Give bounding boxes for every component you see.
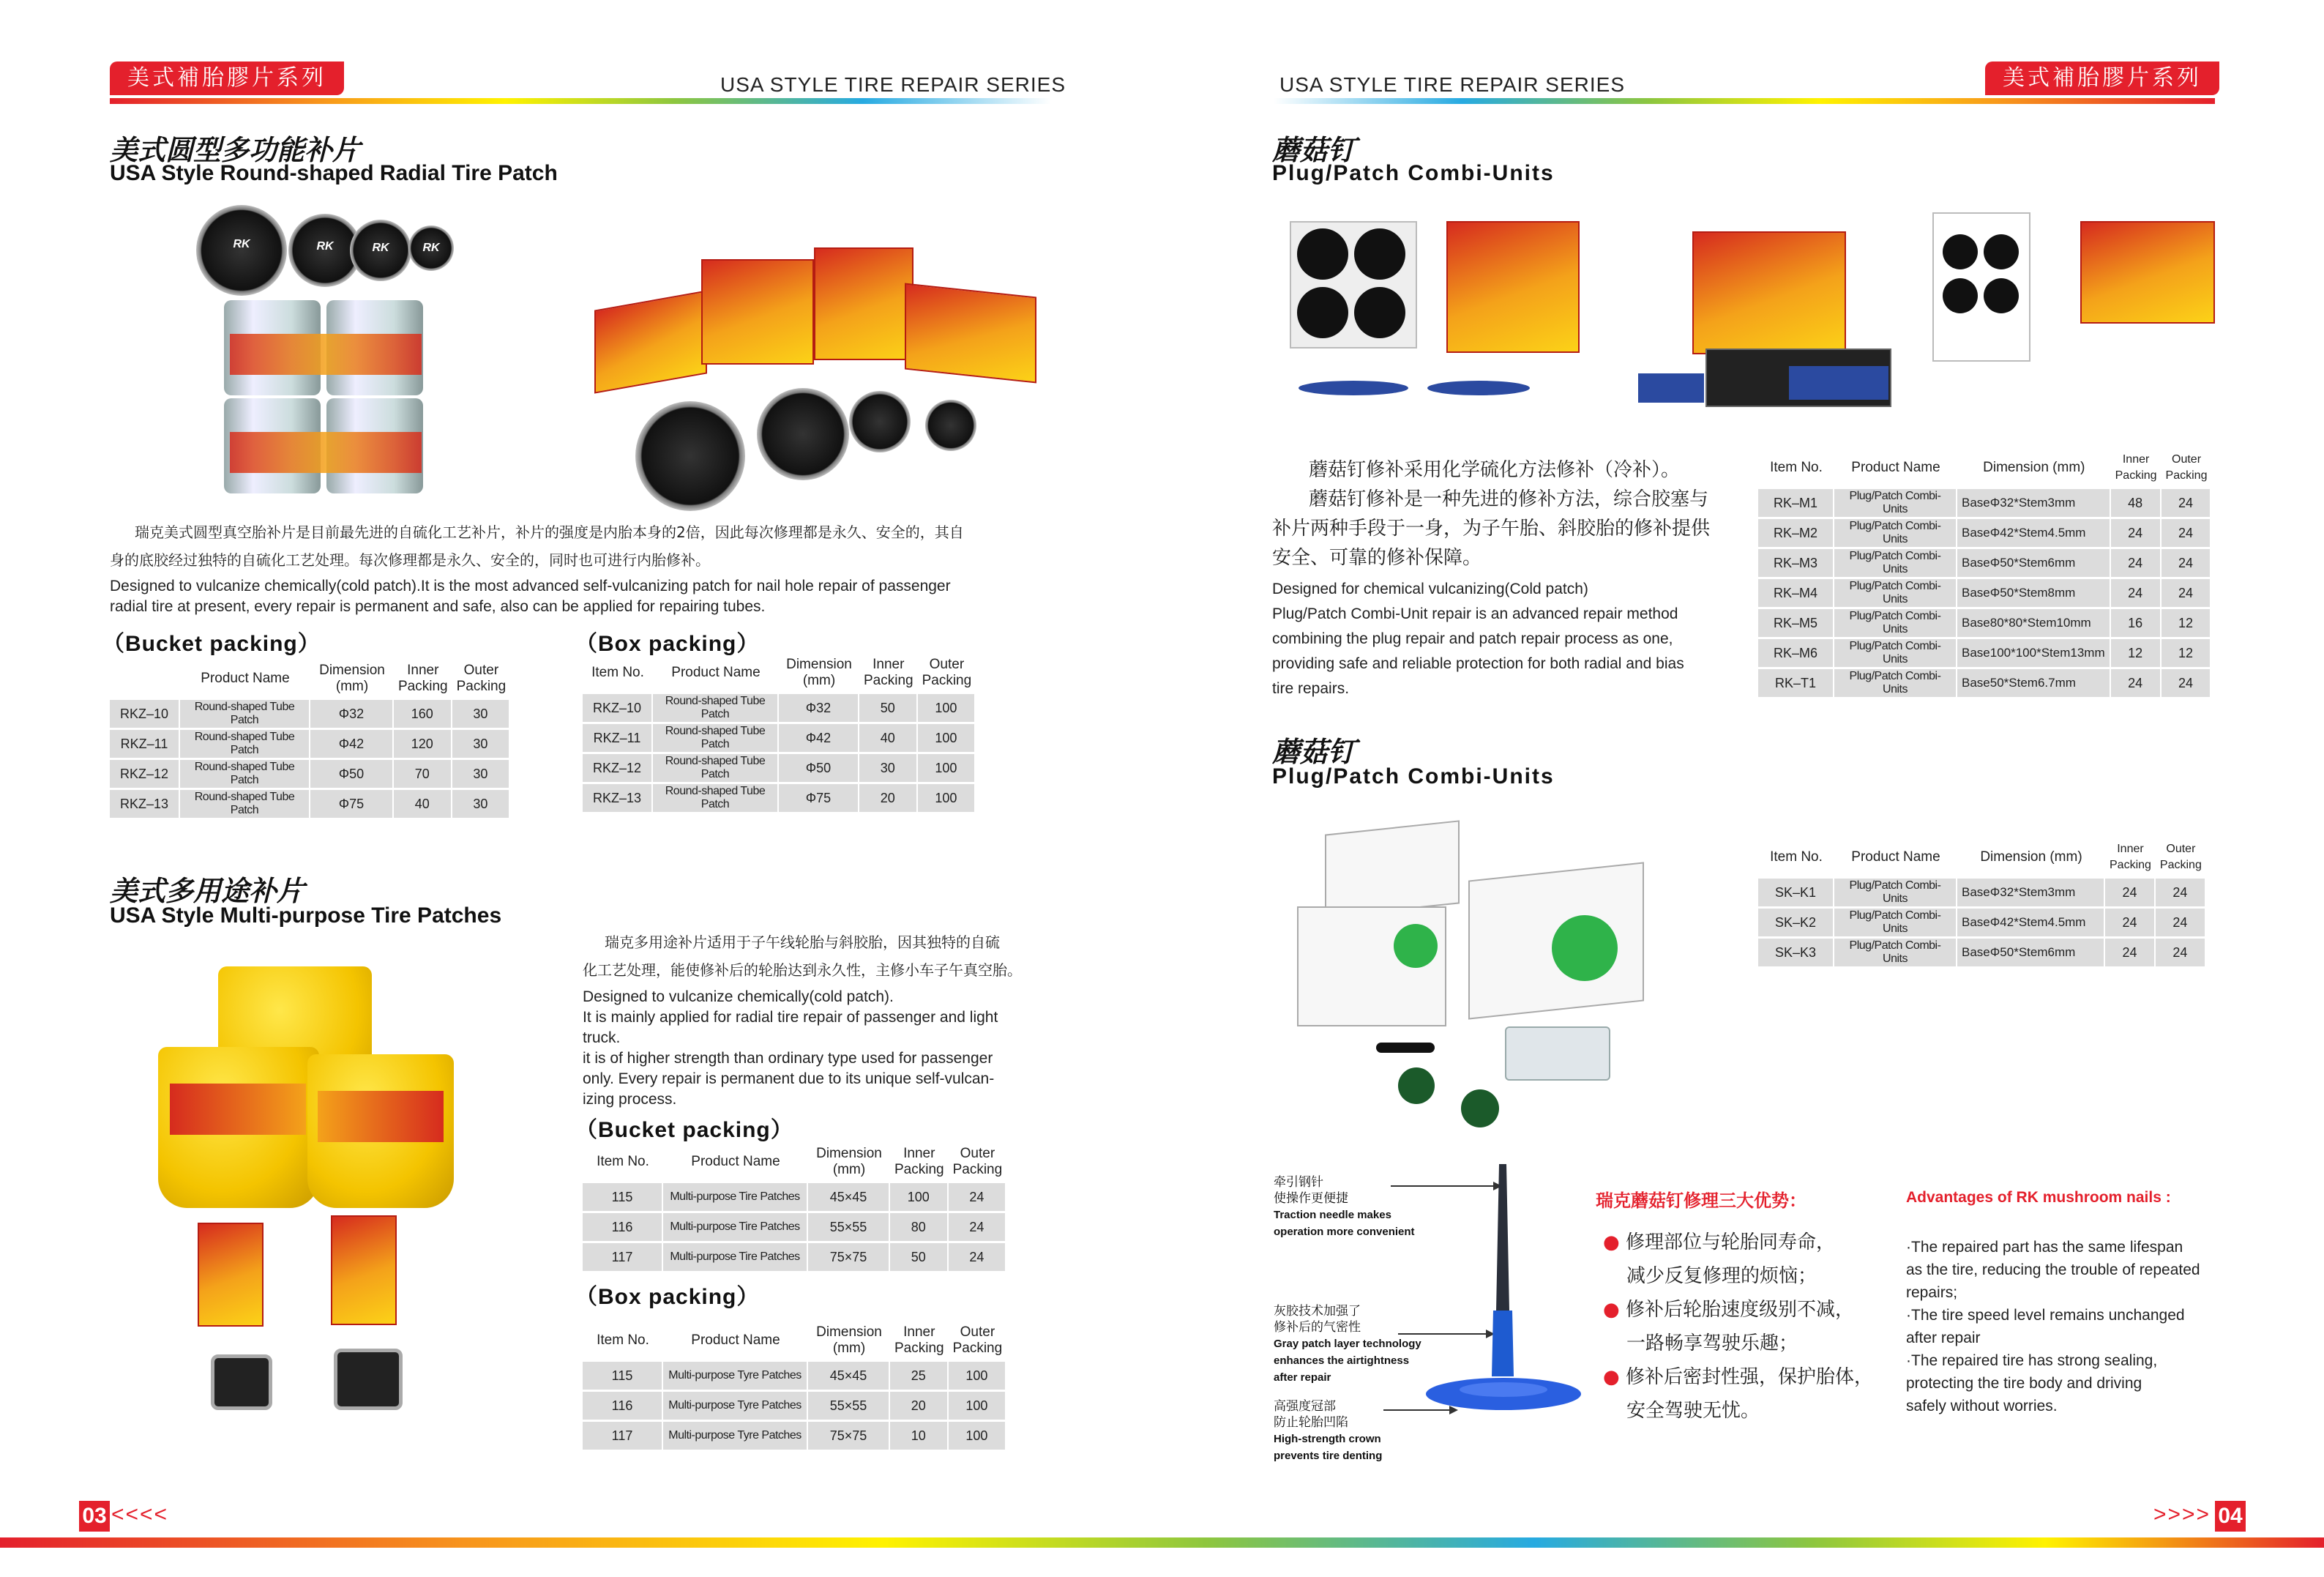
- col-header: Outer Packing: [456, 663, 507, 694]
- table-row: SK–K2 Plug/Patch Combi-Units BaseΦ42*Stem4.5mm 24 24: [1758, 909, 2206, 936]
- right-sec1-title-en: Plug/Patch Combi-Units: [1272, 161, 1555, 185]
- advantages-title-cn: 瑞克蘑菇钉修理三大优势：: [1596, 1190, 1806, 1211]
- label-line: 修补后的气密性: [1274, 1320, 1361, 1335]
- table-row: RKZ–13 Round-shaped Tube Patch Φ75 40 30: [110, 790, 510, 818]
- col-header: Dimension (mm): [816, 1146, 882, 1177]
- col-header: Dimension (mm): [1980, 849, 2082, 865]
- table-header-row: [583, 1321, 1006, 1360]
- col-header: Item No.: [591, 665, 644, 680]
- right-header-rule: [1274, 98, 2215, 104]
- bottom-color-bar: [0, 1537, 2324, 1548]
- col-header: Inner Packing: [894, 1324, 944, 1356]
- label-line: 牵引钢针: [1274, 1175, 1323, 1190]
- bullet-icon: ●: [1603, 1366, 1626, 1388]
- list-line: ·The repaired part has the same lifespan: [1906, 1239, 2183, 1256]
- label-line: prevents tire denting: [1274, 1450, 1383, 1462]
- left-sec2-box-table: [583, 1319, 1006, 1452]
- list-line: repairs;: [1906, 1284, 1958, 1301]
- left-sec2-desc-cn-2: 化工艺处理，能使修补后的轮胎达到永久性，主修小车子午真空胎。: [583, 961, 1022, 979]
- table-header-row: [1758, 449, 2211, 487]
- table-row: SK–K1 Plug/Patch Combi-Units BaseΦ32*Stem3mm 24 24: [1758, 879, 2206, 906]
- table-row: RK–M5 Plug/Patch Combi-Units Base80*80*Stem10mm 16 12: [1758, 609, 2211, 637]
- label-line: Gray patch layer technology: [1274, 1338, 1421, 1350]
- col-header: Outer Packing: [922, 657, 972, 688]
- list-item: ● 修理部位与轮胎同寿命，: [1603, 1231, 1835, 1253]
- right-sec1-desc-cn-1: 蘑菇钉修补采用化学硫化方法修补（冷补）。: [1309, 459, 1681, 481]
- table-row: RKZ–12 Round-shaped Tube Patch Φ50 30 100: [583, 754, 976, 782]
- desc-line: truck.: [583, 1029, 621, 1046]
- right-sec1-desc-en: [1272, 577, 1741, 701]
- table-row: RKZ–13 Round-shaped Tube Patch Φ75 20 100: [583, 784, 976, 812]
- left-header-rule: [110, 98, 1051, 104]
- left-sec1-bucket-table: [110, 657, 510, 820]
- bullet-icon: ●: [1603, 1231, 1626, 1253]
- col-header: [110, 660, 180, 698]
- label-line: enhances the airtightness: [1274, 1354, 1410, 1367]
- bullet-icon: ●: [1603, 1299, 1626, 1321]
- right-page-number: 04: [2215, 1501, 2246, 1532]
- left-sec2-box-title: （Box packing）: [575, 1285, 760, 1309]
- right-sec2-title-en: Plug/Patch Combi-Units: [1272, 764, 1555, 788]
- table-row: RK–M3 Plug/Patch Combi-Units BaseΦ50*Stem6mm 24 24: [1758, 549, 2211, 577]
- table-row: 117 Multi-purpose Tire Patches 75×75 50 24: [583, 1243, 1006, 1271]
- list-line: ·The tire speed level remains unchanged: [1906, 1307, 2185, 1324]
- col-header: Dimension (mm): [786, 657, 852, 688]
- list-item: 减少反复修理的烦恼；: [1626, 1265, 1817, 1287]
- list-item: 一路畅享驾驶乐趣；: [1626, 1332, 1798, 1354]
- table-row: RKZ–10 Round-shaped Tube Patch Φ32 50 100: [583, 694, 976, 722]
- left-sec1-desc-en-2: radial tire at present, every repair is permanent and safe, also can be applied for repairing tubes.: [110, 598, 766, 615]
- label-line: 使操作更便捷: [1274, 1191, 1348, 1206]
- col-header: Inner Packing: [2110, 843, 2151, 871]
- right-sec2-table: [1758, 836, 2206, 969]
- col-header: Inner Packing: [398, 663, 448, 694]
- advantages-list-cn: [1603, 1226, 1873, 1428]
- col-header: Inner Packing: [2115, 453, 2157, 482]
- table-row: RKZ–12 Round-shaped Tube Patch Φ50 70 30: [110, 760, 510, 788]
- left-sec1-desc-en-1: Designed to vulcanize chemically(cold patch).It is the most advanced self-vulcanizing patch for nail hole repair of passenger: [110, 578, 951, 594]
- right-sec2-title-cn: 蘑菇钉: [1272, 736, 1356, 768]
- col-header: Product Name: [1851, 849, 1940, 865]
- label-line: Traction needle makes: [1274, 1209, 1391, 1221]
- table-row: 116 Multi-purpose Tyre Patches 55×55 20 100: [583, 1392, 1006, 1420]
- left-sec1-box-title: （Box packing）: [575, 632, 760, 656]
- left-sec2-desc-en: [583, 987, 1066, 1110]
- label-line: 灰胶技术加强了: [1274, 1304, 1361, 1319]
- table-row: RKZ–10 Round-shaped Tube Patch Φ32 160 30: [110, 700, 510, 728]
- col-header: Item No.: [597, 1332, 649, 1348]
- desc-line: only. Every repair is permanent due to its unique self-vulcan-: [583, 1070, 995, 1087]
- left-series-banner: 美式補胎膠片系列: [110, 61, 344, 95]
- left-sec1-desc-cn-2: 身的底胶经过独特的自硫化工艺处理。每次修理都是永久、安全的，同时也可进行内胎修补。: [110, 551, 710, 569]
- left-sec2-bucket-title: （Bucket packing）: [575, 1118, 793, 1142]
- list-line: safely without worries.: [1906, 1398, 2058, 1414]
- right-page-arrows: >>>>: [2153, 1502, 2211, 1526]
- label-line: operation more convenient: [1274, 1226, 1415, 1238]
- col-header: Product Name: [691, 1154, 780, 1169]
- right-sec1-table: [1758, 447, 2211, 699]
- list-item: 安全驾驶无忧。: [1626, 1400, 1760, 1422]
- col-header: Outer Packing: [2165, 453, 2208, 482]
- right-sec1-desc-cn-3: 补片两种手段于一身，为子午胎、斜胶胎的修补提供: [1272, 518, 1711, 540]
- col-header: Dimension (mm): [319, 663, 385, 694]
- desc-line: izing process.: [583, 1091, 677, 1108]
- label-gray-patch: [1274, 1303, 1421, 1386]
- left-sec1-title-cn: 美式圆型多功能补片: [110, 134, 361, 166]
- left-sec1-box-table: [583, 652, 976, 814]
- right-series-banner: 美式補胎膠片系列: [1985, 61, 2219, 95]
- table-header-row: [110, 660, 510, 698]
- advantages-title-en: Advantages of RK mushroom nails :: [1906, 1189, 2171, 1206]
- left-page-number: 03: [79, 1501, 110, 1532]
- table-row: RKZ–11 Round-shaped Tube Patch Φ42 40 100: [583, 724, 976, 752]
- right-sec1-title-cn: 蘑菇钉: [1272, 134, 1356, 166]
- list-item: ● 修补后轮胎速度级别不减，: [1603, 1299, 1854, 1321]
- table-header-row: [1758, 838, 2206, 876]
- table-header-row: [583, 654, 976, 692]
- col-header: Dimension (mm): [1983, 460, 2085, 475]
- list-line: protecting the tire body and driving: [1906, 1375, 2142, 1392]
- desc-line: providing safe and reliable protection for both radial and bias: [1272, 655, 1684, 672]
- table-row: 116 Multi-purpose Tire Patches 55×55 80 24: [583, 1213, 1006, 1241]
- left-sec1-title-en: USA Style Round-shaped Radial Tire Patch: [110, 161, 558, 185]
- table-row: SK–K3 Plug/Patch Combi-Units BaseΦ50*Stem6mm 24 24: [1758, 939, 2206, 966]
- left-sec2-bucket-table: [583, 1141, 1006, 1273]
- label-traction-needle: [1274, 1174, 1415, 1240]
- right-series-title: USA STYLE TIRE REPAIR SERIES: [1279, 73, 1625, 96]
- label-crown: [1274, 1398, 1382, 1464]
- desc-line: combining the plug repair and patch repair process as one,: [1272, 630, 1673, 647]
- left-sec1-desc-cn-1: 瑞克美式圆型真空胎补片是目前最先进的自硫化工艺补片，补片的强度是内胎本身的2倍，因此每次修理都是永久、安全的，其自: [135, 523, 964, 541]
- col-header: Product Name: [691, 1332, 780, 1348]
- col-header: Dimension (mm): [816, 1324, 882, 1356]
- table-row: 117 Multi-purpose Tyre Patches 75×75 10 100: [583, 1422, 1006, 1450]
- list-line: as the tire, reducing the trouble of repeated: [1906, 1261, 2200, 1278]
- left-sec2-desc-cn-1: 瑞克多用途补片适用于子午线轮胎与斜胶胎，因其独特的自硫: [605, 933, 1000, 951]
- list-item: ● 修补后密封性强，保护胎体，: [1603, 1366, 1873, 1388]
- label-line: after repair: [1274, 1371, 1331, 1384]
- table-row: RKZ–11 Round-shaped Tube Patch Φ42 120 30: [110, 730, 510, 758]
- label-line: 防止轮胎凹陷: [1274, 1415, 1348, 1430]
- col-header: Outer Packing: [2159, 843, 2202, 871]
- left-sec1-bucket-title: （Bucket packing）: [102, 632, 321, 656]
- table-row: RK–M2 Plug/Patch Combi-Units BaseΦ42*Stem4.5mm 24 24: [1758, 519, 2211, 547]
- left-series-title: USA STYLE TIRE REPAIR SERIES: [720, 73, 1066, 96]
- table-row: 115 Multi-purpose Tyre Patches 45×45 25 100: [583, 1362, 1006, 1390]
- right-sec1-desc-cn-2: 蘑菇钉修补是一种先进的修补方法，综合胶塞与: [1309, 488, 1709, 510]
- desc-line: Designed to vulcanize chemically(cold patch).: [583, 988, 894, 1005]
- desc-line: Plug/Patch Combi-Unit repair is an advanced repair method: [1272, 605, 1678, 622]
- left-page-arrows: <<<<: [111, 1502, 169, 1526]
- col-header: Item No.: [597, 1154, 649, 1169]
- col-header: Outer Packing: [952, 1146, 1003, 1177]
- col-header: Product Name: [671, 665, 761, 680]
- right-sec1-desc-cn-4: 安全、可靠的修补保障。: [1272, 547, 1482, 569]
- col-header: Inner Packing: [894, 1146, 944, 1177]
- desc-line: it is of higher strength than ordinary type used for passenger: [583, 1050, 993, 1067]
- left-sec2-title-cn: 美式多用途补片: [110, 875, 305, 907]
- table-row: RK–M6 Plug/Patch Combi-Units Base100*100*Stem13mm 12 12: [1758, 639, 2211, 667]
- advantages-list-en: [1906, 1236, 2213, 1417]
- table-row: RK–M1 Plug/Patch Combi-Units BaseΦ32*Stem3mm 48 24: [1758, 489, 2211, 517]
- desc-line: It is mainly applied for radial tire repair of passenger and light: [583, 1009, 998, 1026]
- list-line: ·The repaired tire has strong sealing,: [1906, 1352, 2158, 1369]
- table-row: RK–T1 Plug/Patch Combi-Units Base50*Stem6.7mm 24 24: [1758, 669, 2211, 697]
- col-header: Inner Packing: [864, 657, 913, 688]
- table-row: RK–M4 Plug/Patch Combi-Units BaseΦ50*Stem8mm 24 24: [1758, 579, 2211, 607]
- col-header: Product Name: [201, 671, 290, 686]
- col-header: Outer Packing: [952, 1324, 1003, 1356]
- col-header: Item No.: [1770, 849, 1823, 865]
- label-line: 高强度冠部: [1274, 1399, 1336, 1414]
- col-header: Product Name: [1851, 460, 1940, 475]
- label-line: High-strength crown: [1274, 1433, 1381, 1445]
- desc-line: tire repairs.: [1272, 680, 1350, 697]
- desc-line: Designed for chemical vulcanizing(Cold patch): [1272, 581, 1588, 597]
- table-header-row: [583, 1143, 1006, 1181]
- list-line: after repair: [1906, 1330, 1981, 1346]
- col-header: Item No.: [1770, 460, 1823, 475]
- table-row: 115 Multi-purpose Tire Patches 45×45 100 24: [583, 1183, 1006, 1211]
- left-sec2-title-en: USA Style Multi-purpose Tire Patches: [110, 903, 502, 928]
